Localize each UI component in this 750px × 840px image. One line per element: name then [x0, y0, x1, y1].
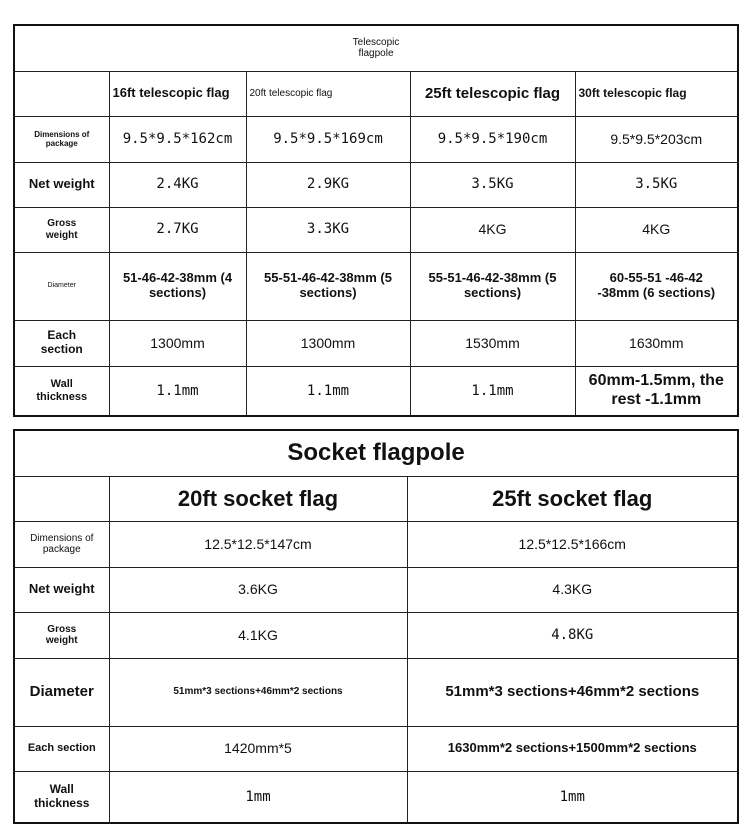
- table-cell: 4.3KG: [407, 567, 738, 612]
- table-row: [14, 658, 738, 726]
- table-cell: 1.1mm: [246, 366, 410, 416]
- table-row: [14, 320, 738, 366]
- table-cell: 51-46-42-38mm (4 sections): [109, 252, 246, 320]
- table-cell: 9.5*9.5*190cm: [410, 116, 575, 162]
- table-row: [14, 771, 738, 823]
- row-label-each-section: Each section: [14, 726, 109, 771]
- header-16ft: 16ft telescopic flag: [109, 71, 246, 116]
- header-20ft: 20ft telescopic flag: [246, 71, 410, 116]
- table-cell: 1mm: [407, 771, 738, 823]
- table-cell: 1.1mm: [410, 366, 575, 416]
- table-cell: 2.7KG: [109, 207, 246, 252]
- socket-table-title: Socket flagpole: [14, 430, 738, 476]
- table-cell: 12.5*12.5*147cm: [109, 521, 407, 567]
- header-30ft: 30ft telescopic flag: [575, 71, 738, 116]
- table-cell: 55-51-46-42-38mm (5 sections): [410, 252, 575, 320]
- socket-flagpole-table: [13, 429, 739, 824]
- table-cell: 3.5KG: [410, 162, 575, 207]
- header-corner: [14, 476, 109, 521]
- table-cell: 1630mm*2 sections+1500mm*2 sections: [407, 726, 738, 771]
- telescopic-flagpole-table: [13, 24, 739, 417]
- row-label-dimensions: Dimensions of package: [14, 116, 109, 162]
- header-20ft-socket: 20ft socket flag: [109, 476, 407, 521]
- row-label-gross-weight: Gross weight: [14, 612, 109, 658]
- header-25ft-socket: 25ft socket flag: [407, 476, 738, 521]
- row-label-net-weight: Net weight: [14, 162, 109, 207]
- row-label-wall-thickness: Wall thickness: [14, 366, 109, 416]
- row-label-diameter: Diameter: [14, 658, 109, 726]
- table-cell: 60-55-51 -46-42 -38mm (6 sections): [575, 252, 738, 320]
- table-cell: 1530mm: [410, 320, 575, 366]
- row-label-wall-thickness: Wall thickness: [14, 771, 109, 823]
- table-row: [14, 252, 738, 320]
- row-label-net-weight: Net weight: [14, 567, 109, 612]
- table-cell: 1.1mm: [109, 366, 246, 416]
- table-cell: 4KG: [575, 207, 738, 252]
- table-cell: 51mm*3 sections+46mm*2 sections: [109, 658, 407, 726]
- table-row: [14, 567, 738, 612]
- table-cell: 2.4KG: [109, 162, 246, 207]
- table-cell: 4KG: [410, 207, 575, 252]
- row-label-each-section: Each section: [14, 320, 109, 366]
- table-cell: 3.5KG: [575, 162, 738, 207]
- table-cell: 60mm-1.5mm, the rest -1.1mm: [575, 366, 738, 416]
- header-25ft: 25ft telescopic flag: [410, 71, 575, 116]
- table-cell: 9.5*9.5*203cm: [575, 116, 738, 162]
- table-cell: 4.8KG: [407, 612, 738, 658]
- header-corner: [14, 71, 109, 116]
- table-cell: 51mm*3 sections+46mm*2 sections: [407, 658, 738, 726]
- telescopic-table-title: Telescopic flagpole: [14, 25, 738, 71]
- table-cell: 9.5*9.5*169cm: [246, 116, 410, 162]
- table-row: [14, 116, 738, 162]
- row-label-diameter: Diameter: [14, 252, 109, 320]
- table-row: [14, 162, 738, 207]
- row-label-dimensions: Dimensions of package: [14, 521, 109, 567]
- table-cell: 1mm: [109, 771, 407, 823]
- table-cell: 3.3KG: [246, 207, 410, 252]
- table-row: [14, 726, 738, 771]
- row-label-gross-weight: Gross weight: [14, 207, 109, 252]
- table-row: [14, 366, 738, 416]
- table-cell: 1300mm: [246, 320, 410, 366]
- table-cell: 4.1KG: [109, 612, 407, 658]
- table-cell: 3.6KG: [109, 567, 407, 612]
- table-cell: 1420mm*5: [109, 726, 407, 771]
- table-cell: 9.5*9.5*162cm: [109, 116, 246, 162]
- table-cell: 12.5*12.5*166cm: [407, 521, 738, 567]
- table-row: [14, 207, 738, 252]
- table-row: [14, 521, 738, 567]
- table-cell: 2.9KG: [246, 162, 410, 207]
- table-cell: 1630mm: [575, 320, 738, 366]
- table-cell: 55-51-46-42-38mm (5 sections): [246, 252, 410, 320]
- table-row: [14, 612, 738, 658]
- table-cell: 1300mm: [109, 320, 246, 366]
